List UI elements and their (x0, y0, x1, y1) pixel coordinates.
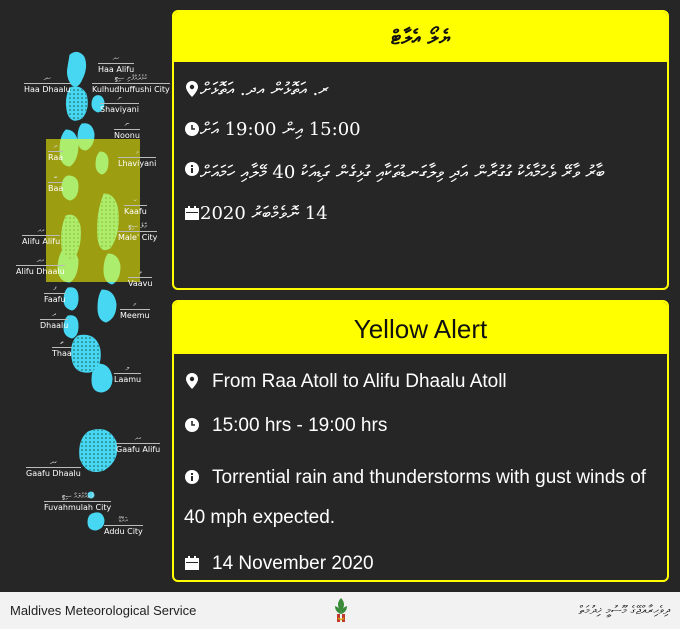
label-male-city: މާލެ ސިޓީ Male' City (118, 222, 158, 242)
label-kaafu: ކ Kaafu (124, 196, 147, 216)
dhivehi-time-row (184, 116, 657, 144)
label-alifu-alifu: އއ Alifu Alifu (22, 226, 61, 246)
location-pin-icon (184, 373, 200, 389)
label-haa-dhaalu: ހދ Haa Dhaalu (24, 74, 71, 94)
label-gaafu-alifu: ގއ Gaafu Alifu (116, 434, 161, 454)
dhivehi-location-row (184, 76, 657, 104)
label-alifu-dhaalu: އދ Alifu Dhaalu (16, 256, 65, 276)
english-location-text: From Raa Atoll to Alifu Dhaalu Atoll (212, 371, 507, 392)
english-time-row (184, 412, 657, 440)
footer-organization-name-dhivehi: ދިވެހިރާއްޖޭގެ މޫސުމީ ޚިދުމަތް (578, 603, 670, 617)
label-shaviyani: ށ Shaviyani (100, 94, 139, 114)
dhivehi-time-text: 15:00 އިން 19:00 އަށް (200, 119, 361, 140)
english-date-row (184, 550, 657, 578)
label-meemu: މ Meemu (120, 300, 150, 320)
atoll-map (0, 0, 170, 592)
dhivehi-alert-card (172, 10, 669, 290)
english-alert-title: Yellow Alert (174, 302, 667, 354)
clock-icon (184, 417, 200, 433)
english-description-text: Torrential rain and thunderstorms with gust winds of 40 mph expected. (184, 467, 647, 528)
english-description-row (184, 458, 657, 538)
atoll-faafu (64, 288, 78, 310)
footer-organization-name: Maldives Meteorological Service (10, 603, 197, 618)
label-gaafu-dhaalu: ގދ Gaafu Dhaalu (26, 458, 81, 478)
english-alert-card (172, 300, 669, 582)
label-laamu: ލ Laamu (114, 364, 142, 384)
dhivehi-date-text: 14 ނޮވެމްބަރު 2020 (200, 203, 328, 224)
calendar-icon (184, 555, 200, 571)
label-haa-alifu: ހއ Haa Alifu (98, 54, 135, 74)
atoll-addu (88, 513, 104, 530)
dhivehi-description-row (184, 156, 657, 190)
dhivehi-alert-title: ޔެލޯ އެލާޓް (174, 12, 667, 62)
dhivehi-description-text: ބާރު ވާރޭ ވެހުމާއެކު ގުގުރާން އަދި ވިލާގަނޑުތަކާއި ގުޅިގެން ގަޑިއަކު 40 މޭލާއި ހަމައަށް (200, 162, 605, 183)
label-raa: ރ Raa (48, 142, 64, 162)
dhivehi-date-row (184, 200, 657, 228)
label-lhaviyani: ޅ Lhaviyani (118, 148, 157, 168)
english-time-text: 15:00 hrs - 19:00 hrs (212, 415, 388, 436)
location-pin-icon (184, 81, 200, 97)
clock-icon (184, 121, 200, 137)
label-baa: ބ Baa (48, 173, 64, 193)
calendar-icon (184, 205, 200, 221)
national-emblem-icon (333, 596, 349, 628)
english-date-text: 14 November 2020 (212, 553, 374, 574)
label-fuvahmulah: ފުވައްމުލައް ސިޓީ Fuvahmulah City (44, 492, 112, 512)
english-location-row (184, 368, 657, 396)
label-kulhudhuffushi: ކުޅުދުއްފުށި ސިޓީ Kulhudhuffushi City (92, 74, 170, 94)
label-dhaalu: ދ Dhaalu (40, 310, 69, 330)
atoll-meemu (98, 290, 116, 322)
label-addu: އައްޑޫ Addu City (104, 516, 143, 536)
label-noonu: ނ Noonu (114, 120, 140, 140)
dhivehi-location-text: ރ. އަތޮޅުން އދ. އަތޮޅަށް (200, 79, 329, 100)
info-icon (184, 469, 200, 485)
label-thaa: ތ Thaa (52, 338, 72, 358)
label-faafu: ފ Faafu (44, 284, 66, 304)
info-icon (184, 161, 200, 177)
label-vaavu: ވ Vaavu (128, 268, 153, 288)
